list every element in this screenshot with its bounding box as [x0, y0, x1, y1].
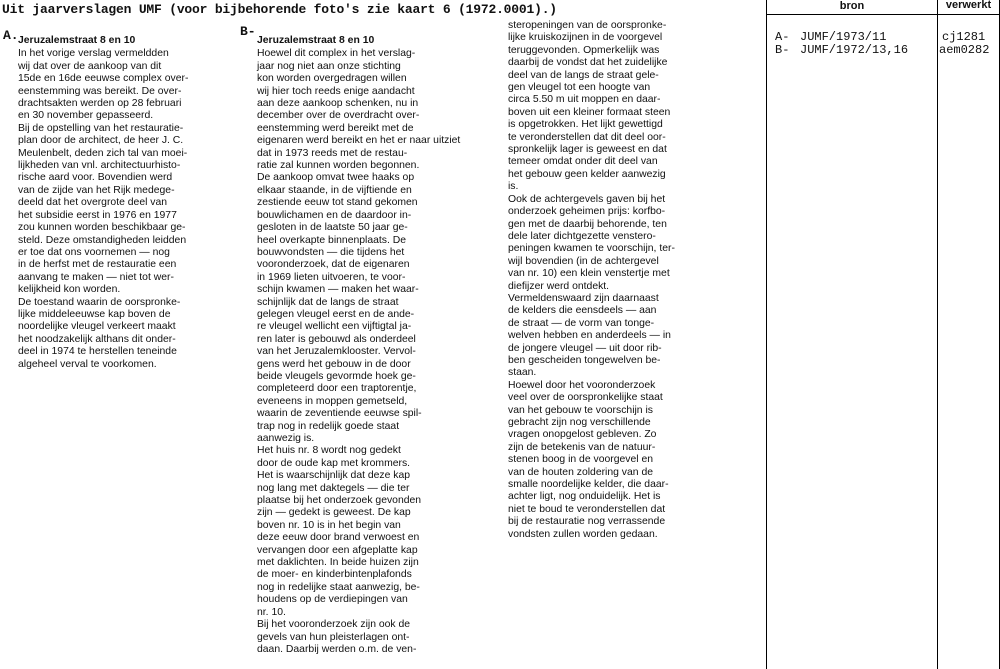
text-line: welven hebben en anderdeels — in: [508, 330, 671, 342]
text-line: aan deze aankoop schenken, nu in: [257, 98, 419, 110]
text-line: lijkheden van vnl. architectuurhisto-: [18, 160, 181, 172]
ref-bron: JUMF/1972/13,16: [800, 43, 909, 57]
ref-verwerkt: cj1281: [942, 30, 986, 44]
text-line: eenstemming was bereikt. De over-: [18, 85, 182, 97]
text-line: zestiende eeuw tot stand gekomen: [257, 197, 418, 209]
table-header-rule: [766, 14, 1000, 15]
column-c: [508, 20, 728, 541]
text-line: steropeningen van de oorspronke-: [508, 20, 667, 31]
column-a-heading: Jeruzalemstraat 8 en 10: [18, 35, 136, 46]
text-line: ren later is gebouwd als onderdeel: [257, 333, 416, 345]
text-line: het subsidie eerst in 1976 en 1977: [18, 209, 177, 221]
text-line: dele later dichtgezette venstero-: [508, 230, 656, 242]
ref-verwerkt: aem0282: [939, 43, 990, 57]
text-line: gelegen vleugel eerst en de ande-: [257, 308, 415, 320]
text-line: van de zijde van het Rijk medege-: [18, 184, 175, 196]
text-line: noordelijke vleugel verkeert maakt: [18, 321, 176, 333]
text-line: deze eeuw door brand verwoest en: [257, 532, 420, 544]
header-verwerkt: verwerkt: [945, 0, 992, 11]
text-line: de jongere vleugel — uit door rib-: [508, 342, 662, 354]
text-line: Bij het vooronderzoek zijn ook de: [257, 619, 411, 631]
text-line: door de oude kap met krommers.: [257, 457, 411, 469]
text-line: onderzoek geheimen prijs: korfbo-: [508, 206, 666, 218]
text-line: lijke middeleeuwse kap boven de: [18, 308, 171, 320]
text-line: Hoewel dit complex in het verslag-: [257, 48, 416, 60]
text-line: december over de overdracht over-: [257, 110, 420, 122]
text-line: stenen boog in de voorgevel en: [508, 454, 654, 466]
text-line: Het is waarschijnlijk dat deze kap: [257, 470, 411, 482]
text-line: nog lang met daktegels — die ter: [257, 482, 410, 494]
text-line: 15de en 16de eeuwse complex over-: [18, 73, 189, 85]
text-line: rische aard voor. Bovendien werd: [18, 172, 173, 184]
table-column-divider: [937, 0, 938, 669]
text-line: vooronderzoek, dat de eigenaren: [257, 259, 410, 271]
text-line: zijn — gedekt is geweest. De kap: [257, 507, 411, 519]
text-line: nr. 10.: [257, 606, 286, 618]
text-line: wij hier toch reeds enige aandacht: [257, 85, 415, 97]
text-line: van nr. 10) een klein venstertje met: [508, 268, 670, 280]
text-line: boven uit een kleiner formaat steen: [508, 106, 671, 118]
text-line: van het gebouw te voorschijn is: [508, 404, 653, 416]
text-line: vervangen door een afgeplatte kap: [257, 544, 418, 556]
text-line: Vermeldenswaard zijn daarnaast: [508, 292, 659, 304]
column-a: [18, 35, 234, 371]
text-line: daarbij de vondst dat het zuidelijke: [508, 57, 668, 69]
header-bron: bron: [839, 0, 865, 12]
text-line: Meulenbelt, deden zich tal van moei-: [18, 147, 188, 159]
text-line: niet te boud te veronderstellen dat: [508, 503, 666, 515]
text-line: jaar nog niet aan onze stichting: [257, 60, 401, 72]
text-line: het noodzakelijk althans dit onder-: [18, 333, 176, 345]
text-line: De toestand waarin de oorspronke-: [18, 296, 181, 308]
text-line: van de houten zoldering van de: [508, 466, 654, 478]
ref-marker: A-: [775, 30, 790, 44]
text-line: gens werd het gebouw in de door: [257, 358, 411, 370]
text-line: nog in redelijke staat aanwezig, be-: [257, 581, 420, 593]
text-line: deel in 1974 te herstellen teneinde: [18, 346, 177, 358]
text-line: Hoewel door het vooronderzoek: [508, 379, 656, 391]
text-line: gebracht zijn nog verschillende: [508, 417, 651, 428]
text-line: ben gescheiden tongewelven be-: [508, 354, 661, 366]
text-line: achter ligt, nog onduidelijk. Het is: [508, 491, 661, 503]
text-line: eveneens in moppen gemetseld,: [257, 395, 408, 407]
text-line: de straat — de vorm van tonge-: [508, 317, 655, 329]
text-line: Ook de achtergevels gaven bij het: [508, 193, 666, 205]
text-line: te veronderstellen dat dit deel oor-: [508, 131, 666, 143]
text-line: teruggevonden. Opmerkelijk was: [508, 44, 660, 56]
text-line: bouwvondsten — die tijdens het: [257, 246, 405, 258]
text-line: staan.: [508, 367, 537, 379]
text-line: kon worden overgedragen willen: [257, 73, 407, 85]
text-line: aanvang te maken — niet tot wer-: [18, 271, 174, 283]
text-line: waarin de zeventiende eeuwse spil-: [257, 408, 422, 420]
column-c-body: [508, 20, 728, 541]
text-line: en 30 november gepasseerd.: [18, 110, 154, 122]
text-line: bij de restauratie nog verrassende: [508, 516, 666, 528]
text-line: is.: [508, 181, 519, 193]
text-line: boven nr. 10 is in het begin van: [257, 519, 401, 531]
text-line: in 1969 lieten uitvoeren, te voor-: [257, 271, 406, 283]
text-line: gen met de daarbij behorende, ten: [508, 218, 667, 230]
text-line: in de herfst met de restauratie een: [18, 259, 177, 271]
ref-marker: B-: [775, 43, 790, 57]
text-line: met daklichten. In beide huizen zijn: [257, 557, 419, 569]
text-line: het gebouw geen kelder aanwezig: [508, 168, 666, 180]
text-line: Bij de opstelling van het restauratie-: [18, 122, 184, 134]
text-line: vondsten zullen worden gedaan.: [508, 528, 658, 540]
text-line: eenstemming werd bereikt met de: [257, 122, 414, 134]
text-line: bouwlichamen en de daardoor in-: [257, 209, 412, 221]
marker-b: B-: [240, 24, 256, 39]
page-title: Uit jaarverslagen UMF (voor bijbehorende foto's zie kaart 6 (1972.0001).): [2, 2, 557, 17]
ref-bron: JUMF/1973/11: [800, 30, 887, 44]
text-line: temeer omdat onder dit deel van: [508, 156, 658, 168]
text-line: daan. Daarbij werden o.m. de ven-: [257, 643, 417, 655]
text-line: is opgetrokken. Het lijkt gewettigd: [508, 119, 663, 131]
text-line: gen vleugel tot een hoogte van: [508, 82, 651, 94]
text-line: de kelders die eensdeels — aan: [508, 305, 657, 317]
text-line: spronkelijk lager is geweest en dat: [508, 144, 667, 156]
text-line: completeerd door een traptorentje,: [257, 383, 417, 395]
text-line: ratie zal kunnen worden begonnen.: [257, 160, 420, 172]
text-line: gesloten in de laatste 50 jaar ge-: [257, 222, 408, 234]
text-line: De aankoop omvat twee haaks op: [257, 172, 415, 184]
text-line: zijn de betekenis van de natuur-: [508, 441, 656, 453]
text-line: algeheel verval te voorkomen.: [18, 358, 157, 370]
text-line: vragen onopgelost gebleven. Zo: [508, 429, 657, 441]
text-line: wij dat over de aankoop van dit: [18, 60, 162, 72]
text-line: Het huis nr. 8 wordt nog gedekt: [257, 445, 401, 457]
text-line: houdens op de verdiepingen van: [257, 594, 408, 606]
text-line: In het vorige verslag vermeldden: [18, 48, 169, 60]
table-left-border: [766, 0, 767, 669]
text-line: aanwezig is.: [257, 433, 315, 444]
text-line: eigenaren werd bereikt en het er naar uitziet: [257, 135, 461, 147]
text-line: schijn kwamen — maken het waar-: [257, 284, 419, 296]
text-line: schijnlijk dat de langs de straat: [257, 296, 399, 308]
text-line: beide vleugels gevormde hoek ge-: [257, 370, 416, 382]
column-b-body: [257, 48, 479, 656]
text-line: kelijkheid kon worden.: [18, 284, 121, 296]
text-line: zou kunnen worden beschikbaar ge-: [18, 222, 186, 234]
column-b-heading: Jeruzalemstraat 8 en 10: [257, 35, 375, 46]
marker-a: A.: [3, 28, 19, 43]
text-line: smalle noordelijke kelder, die daar-: [508, 479, 669, 491]
column-b: [257, 35, 479, 656]
text-line: wijl bovendien (in de achtergevel: [508, 255, 659, 267]
text-line: deel van de langs de straat gele-: [508, 69, 659, 81]
text-line: circa 5.50 m uit moppen en daar-: [508, 94, 661, 106]
text-line: plan door de architect, de heer J. C.: [18, 135, 184, 147]
text-line: lijke kruiskozijnen in de voorgevel: [508, 32, 663, 44]
text-line: gevels van hun pleisterlagen ont-: [257, 631, 410, 643]
text-line: drachtsakten werden op 28 februari: [18, 98, 182, 110]
text-line: er toe dat ons voornemen — nog: [18, 246, 170, 258]
text-line: veel over de oorspronkelijke staat: [508, 392, 663, 404]
text-line: dat in 1973 reeds met de restau-: [257, 147, 408, 159]
text-line: heel overkapte binnenplaats. De: [257, 234, 407, 246]
text-line: elkaar staande, in de vijftiende en: [257, 184, 412, 196]
text-line: re vleugel wellicht een vijftigtal ja-: [257, 321, 412, 333]
column-a-body: [18, 48, 234, 371]
text-line: trap nog in redelijk goede staat: [257, 420, 400, 432]
text-line: plaatse bij het onderzoek gevonden: [257, 495, 422, 507]
text-line: deeld dat het overgrote deel van: [18, 197, 168, 209]
text-line: diefijzer werd ontdekt.: [508, 280, 610, 292]
text-line: steld. Deze omstandigheden leidden: [18, 234, 187, 246]
text-line: van het Jeruzalemklooster. Vervol-: [257, 346, 416, 358]
text-line: de moer- en kinderbintenplafonds: [257, 569, 412, 581]
text-line: peningen kwamen te voorschijn, ter-: [508, 243, 675, 255]
